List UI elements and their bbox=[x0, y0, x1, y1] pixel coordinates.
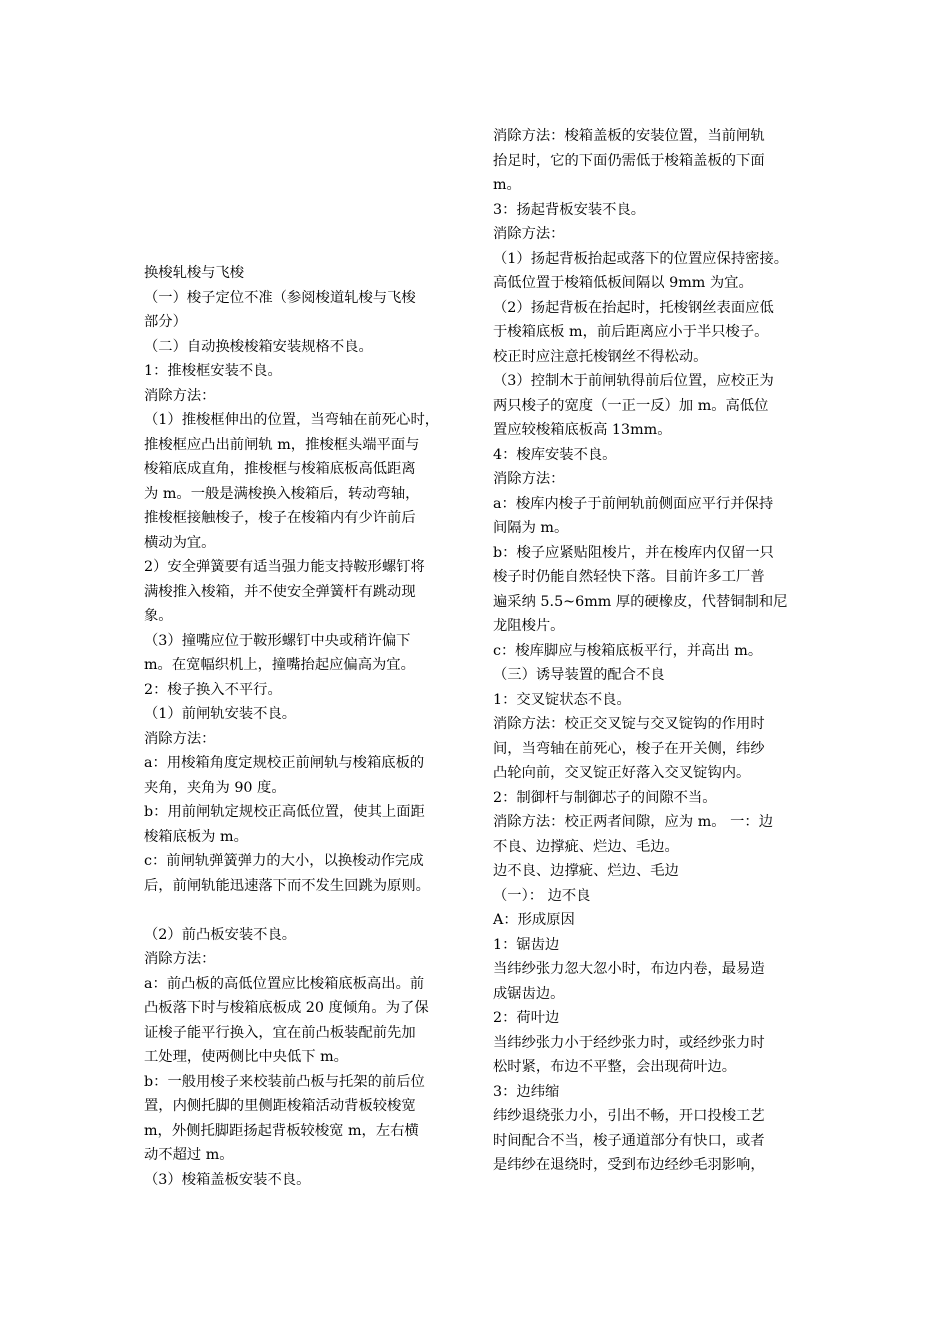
right-column-line: m。 bbox=[493, 177, 521, 193]
left-column-line: （2）前凸板安装不良。 bbox=[144, 926, 297, 943]
right-column-line: 遍采纳 5.5~6mm 厚的硬橡皮，代替铜制和尼 bbox=[493, 593, 788, 610]
left-column-line: 换梭轧梭与飞梭 bbox=[144, 265, 245, 281]
right-column-line: A：形成原因 bbox=[493, 912, 575, 928]
left-column-line: 2：梭子换入不平行。 bbox=[144, 681, 282, 698]
left-column-line: 梭箱底成直角，推梭框与梭箱底板高低距离 bbox=[144, 461, 416, 477]
right-column-line: 2：荷叶边 bbox=[493, 1010, 560, 1026]
left-column-line: （1）推梭框伸出的位置，当弯轴在前死心时， bbox=[144, 412, 440, 428]
right-column-line: 两只梭子的宽度（一正一反）加 m。高低位 bbox=[493, 397, 769, 414]
left-column-line: （3）梭箱盖板安装不良。 bbox=[144, 1171, 311, 1188]
right-column-line: 时间配合不当，梭子通道部分有快口，或者 bbox=[493, 1132, 765, 1149]
right-column-line: 成锯齿边。 bbox=[493, 985, 565, 1002]
right-column-line: 消除方法： bbox=[493, 226, 565, 242]
right-column-line: 消除方法：校正两者间隙，应为 m。 一：边 bbox=[493, 814, 773, 830]
left-column-line: （3）撞嘴应位于鞍形螺钉中央或稍许偏下 bbox=[144, 632, 411, 649]
right-text-column bbox=[493, 124, 833, 1178]
right-column-line: 3：边纬缩 bbox=[493, 1083, 560, 1100]
right-column-line: 间隔为 m。 bbox=[493, 520, 569, 536]
right-column-line: 1：锯齿边 bbox=[493, 936, 560, 953]
left-column-line: 消除方法： bbox=[144, 951, 216, 967]
right-column-line: c：梭库脚应与梭箱底板平行，并高出 m。 bbox=[493, 642, 763, 659]
right-column-line: 2：制御杆与制御芯子的间隙不当。 bbox=[493, 789, 717, 806]
left-column-line: 1：推梭框安装不良。 bbox=[144, 363, 282, 379]
right-column-line: 消除方法： bbox=[493, 471, 565, 487]
left-column-line: b：用前闸轨定规校正高低位置，使其上面距 bbox=[144, 804, 425, 820]
left-column-line: a：前凸板的高低位置应比梭箱底板高出。前 bbox=[144, 975, 425, 992]
right-column-line: （三）诱导装置的配合不良 bbox=[493, 667, 665, 683]
right-column-line: a：梭库内梭子于前闸轨前侧面应平行并保持 bbox=[493, 495, 774, 512]
right-column-line: 龙阻梭片。 bbox=[493, 618, 565, 634]
left-column-line: 梭箱底板为 m。 bbox=[144, 828, 248, 845]
right-column-line: 4：梭库安装不良。 bbox=[493, 446, 617, 463]
left-column-line: 证梭子能平行换入，宜在前凸板装配前先加 bbox=[144, 1024, 416, 1041]
right-column-line: 抬足时，它的下面仍需低于梭箱盖板的下面 bbox=[493, 152, 765, 169]
right-column-line: 当纬纱张力忽大忽小时，布边内卷，最易造 bbox=[493, 961, 765, 977]
right-column-line: 间，当弯轴在前死心，梭子在开关侧，纬纱 bbox=[493, 740, 765, 757]
left-column-line: m。在宽幅织机上，撞嘴抬起应偏高为宜。 bbox=[144, 657, 415, 673]
right-column-line: 不良、边撑疵、烂边、毛边。 bbox=[493, 838, 679, 855]
right-column-line: 梭子时仍能自然轻快下落。目前许多工厂普 bbox=[493, 569, 765, 585]
left-column-line: 工处理，使两侧比中央低下 m。 bbox=[144, 1049, 348, 1065]
right-column-line: （1）扬起背板抬起或落下的位置应保持密接。 bbox=[493, 250, 789, 267]
right-column-line: 消除方法：梭箱盖板的安装位置，当前闸轨 bbox=[493, 128, 765, 144]
right-column-line: （3）控制木于前闸轨得前后位置，应校正为 bbox=[493, 373, 774, 389]
right-column-line: 松时紧，布边不平整，会出现荷叶边。 bbox=[493, 1059, 737, 1075]
right-column-line: （一）： 边不良 bbox=[493, 887, 591, 904]
left-column-line: 横动为宜。 bbox=[144, 534, 216, 551]
left-column-line: （二）自动换梭梭箱安装规格不良。 bbox=[144, 338, 373, 355]
left-column-line: 动不超过 m。 bbox=[144, 1147, 234, 1163]
left-column-line: 2）安全弹簧要有适当强力能支持鞍形螺钉将 bbox=[144, 559, 425, 575]
right-column-line: 是纬纱在退绕时，受到布边经纱毛羽影响， bbox=[493, 1157, 765, 1173]
left-column-line: 象。 bbox=[144, 608, 173, 624]
left-column-line bbox=[144, 898, 484, 923]
left-column-line: 推梭框应凸出前闸轨 m，推梭框头端平面与 bbox=[144, 436, 420, 453]
left-column-line: a：用梭箱角度定规校正前闸轨与梭箱底板的 bbox=[144, 755, 425, 771]
right-column-line: （2）扬起背板在抬起时，托梭钢丝表面应低 bbox=[493, 299, 774, 316]
right-column-line: 于梭箱底板 m，前后距离应小于半只梭子。 bbox=[493, 324, 769, 340]
left-column-line: 消除方法： bbox=[144, 730, 216, 747]
right-column-line: 校正时应注意托梭钢丝不得松动。 bbox=[493, 348, 708, 365]
right-column-line: 凸轮向前，交叉锭正好落入交叉锭钩内。 bbox=[493, 765, 751, 781]
left-column-line: 消除方法： bbox=[144, 387, 216, 404]
left-column-line: m，外侧托脚距扬起背板较梭宽 m，左右横 bbox=[144, 1122, 419, 1139]
left-column-line: 置，内侧托脚的里侧距梭箱活动背板较梭宽 bbox=[144, 1098, 416, 1114]
left-column-line: （1）前闸轨安装不良。 bbox=[144, 706, 297, 722]
left-text-column bbox=[144, 261, 484, 1192]
right-column-line: b：梭子应紧贴阻梭片，并在梭库内仅留一只 bbox=[493, 544, 774, 561]
left-column-line: 夹角，夹角为 90 度。 bbox=[144, 779, 286, 796]
right-column-line: 当纬纱张力小于经纱张力时，或经纱张力时 bbox=[493, 1034, 765, 1051]
left-column-line: （一）梭子定位不准（参阅梭道轧梭与飞梭 bbox=[144, 289, 416, 306]
right-column-line: 消除方法：校正交叉锭与交叉锭钩的作用时 bbox=[493, 716, 765, 732]
right-column-line: 1：交叉锭状态不良。 bbox=[493, 691, 631, 708]
right-column-line: 边不良、边撑疵、烂边、毛边 bbox=[493, 863, 679, 879]
left-column-line: 后，前闸轨能迅速落下而不发生回跳为原则。 bbox=[144, 877, 430, 894]
right-column-line: 置应较梭箱底板高 13mm。 bbox=[493, 422, 672, 438]
left-column-line: 凸板落下时与梭箱底板成 20 度倾角。为了保 bbox=[144, 1000, 429, 1016]
right-column-line: 3：扬起背板安装不良。 bbox=[493, 201, 646, 218]
left-column-line: 为 m。一般是满梭换入梭箱后，转动弯轴， bbox=[144, 485, 420, 502]
right-column-line: 高低位置于梭箱低板间隔以 9mm 为宜。 bbox=[493, 275, 753, 291]
right-column-line: 纬纱退绕张力小，引出不畅，开口投梭工艺 bbox=[493, 1108, 765, 1124]
left-column-line: b：一般用梭子来校装前凸板与托架的前后位 bbox=[144, 1073, 425, 1090]
left-column-line: c：前闸轨弹簧弹力的大小，以换梭动作完成 bbox=[144, 853, 424, 869]
left-column-line: 满梭推入梭箱，并不使安全弹簧杆有跳动现 bbox=[144, 583, 416, 600]
left-column-line: 部分） bbox=[144, 314, 187, 330]
left-column-line: 推梭框接触梭子，梭子在梭箱内有少许前后 bbox=[144, 510, 416, 526]
